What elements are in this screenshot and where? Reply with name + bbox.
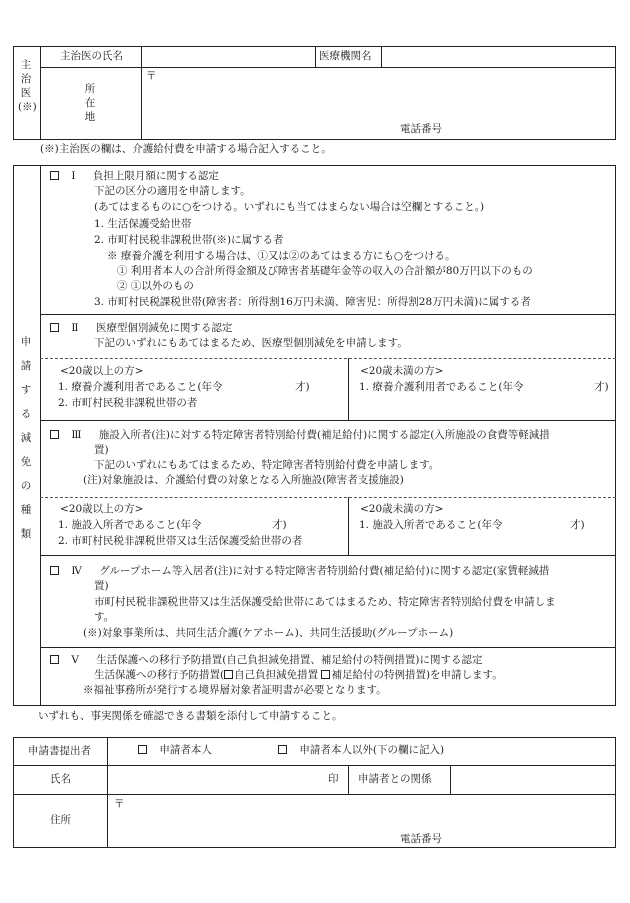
section-2-right-age-unit: 才) bbox=[594, 381, 609, 393]
section-3-left-age-field[interactable] bbox=[210, 518, 268, 532]
postal-mark: 〒 bbox=[146, 70, 157, 82]
submitter-self-checkbox[interactable] bbox=[138, 745, 147, 754]
section-1-line-2: (あてはまるものに○をつける。いずれにも当てはまらない場合は空欄とすること。) bbox=[94, 201, 485, 213]
facility-name-field[interactable] bbox=[383, 48, 614, 66]
section-3-left-item-1: 1. 施設入所者であること(年令 bbox=[58, 519, 202, 531]
section-5-header: Ⅴ 生活保護への移行予防措置(自己負担減免措置、補足給付の特例措置)に関する認定 bbox=[50, 654, 482, 667]
section-3-title-cont: 置) bbox=[94, 444, 109, 456]
submitter-address-field[interactable] bbox=[109, 796, 614, 846]
section-5-checkbox[interactable] bbox=[50, 655, 59, 664]
section-3-right-age-field[interactable] bbox=[505, 518, 567, 532]
section-3-left-item-2: 2. 市町村民税非課税世帯又は生活保護受給世帯の者 bbox=[58, 535, 303, 547]
section-2-checkbox[interactable] bbox=[50, 323, 59, 332]
section-2-left-age-unit: 才) bbox=[295, 381, 310, 393]
section-3-left-head: <20歳以上の方> bbox=[60, 503, 144, 515]
section-4-line-3: (※)対象事業所は、共同生活介護(ケアホーム)、共同生活援助(グループホーム) bbox=[83, 627, 454, 639]
reduction-side-label: 申請する減免の種類 bbox=[20, 336, 32, 540]
submitter-other-option: 申請者本人以外(下の欄に記入) bbox=[278, 744, 444, 757]
submitter-name-label: 氏名 bbox=[50, 773, 71, 785]
submitter-other-checkbox[interactable] bbox=[278, 745, 287, 754]
section-1-option-2: 2. 市町村民税非課税世帯(※)に属する者 bbox=[94, 234, 284, 246]
section-4-line-2: す。 bbox=[94, 611, 115, 623]
section-4-header: Ⅳ グループホーム等入居者(注)に対する特定障害者特別給付費(補足給付)に関する認定(家賃軽減措 bbox=[50, 565, 549, 578]
section-5-line-2: ※福祉事務所が発行する境界層対象者証明書が必要となります。 bbox=[83, 684, 387, 696]
doctor-address-field[interactable] bbox=[143, 69, 614, 138]
section-2-left-age-field[interactable] bbox=[236, 380, 291, 394]
section-3-right-item-1: 1. 施設入所者であること(年令 bbox=[359, 519, 503, 531]
submitter-self-option: 申請者本人 bbox=[138, 744, 212, 757]
section-4-title-cont: 置) bbox=[94, 580, 109, 592]
facility-label: 医療機関名 bbox=[319, 50, 372, 62]
section-1-header: Ⅰ 負担上限月額に関する認定 bbox=[50, 170, 219, 183]
section-2-header: Ⅱ 医療型個別減免に関する認定 bbox=[50, 322, 232, 335]
section-1-option-2-note: ※ 療養介護を利用する場合は、①又は②のあてはまる方にも○をつける。 bbox=[107, 250, 456, 262]
supplement-special-checkbox[interactable] bbox=[321, 670, 330, 679]
section-2-left-item-1: 1. 療養介護利用者であること(年令 bbox=[58, 381, 223, 393]
seal-mark: 印 bbox=[328, 773, 339, 785]
section-4-line-1: 市町村民税非課税世帯又は生活保護受給世帯にあてはまるため、特定障害者特別給付費を申請しま bbox=[94, 596, 556, 608]
section-1-checkbox[interactable] bbox=[50, 171, 59, 180]
section-1-option-1: 1. 生活保護受給世帯 bbox=[94, 218, 192, 230]
submitter-phone-label: 電話番号 bbox=[400, 833, 442, 845]
section-3-right-head: <20歳未満の方> bbox=[360, 503, 444, 515]
doctor-note: (※)主治医の欄は、介護給付費を申請する場合記入すること。 bbox=[40, 143, 332, 155]
submitter-name-field[interactable] bbox=[109, 767, 324, 792]
section-3-checkbox[interactable] bbox=[50, 430, 59, 439]
relation-field[interactable] bbox=[452, 767, 614, 792]
doctor-phone-label: 電話番号 bbox=[400, 123, 442, 135]
submitter-label: 申請書提出者 bbox=[28, 745, 91, 757]
doctor-name-label: 主治医の氏名 bbox=[60, 50, 123, 62]
section-3-header: Ⅲ 施設入所者(注)に対する特定障害者特別給付費(補足給付)に関する認定(入所施設の食費等軽減措 bbox=[50, 429, 550, 442]
section-1-option-2-sub-1: ① 利用者本人の合計所得金額及び障害者基礎年金等の収入の合計額が80万円以下のもの bbox=[117, 265, 533, 277]
relation-label: 申請者との関係 bbox=[358, 773, 432, 785]
submitter-postal-mark: 〒 bbox=[114, 798, 125, 810]
section-2-right-age-field[interactable] bbox=[525, 380, 590, 394]
section-1-option-3: 3. 市町村民税課税世帯(障害者：所得割16万円未満、障害児：所得割28万円未満)に属する者 bbox=[94, 296, 531, 308]
section-1-line-1: 下記の区分の適用を申請します。 bbox=[94, 185, 251, 197]
self-pay-exemption-checkbox[interactable] bbox=[224, 670, 233, 679]
doctor-name-field[interactable] bbox=[143, 48, 313, 66]
section-2-left-head: <20歳以上の方> bbox=[60, 365, 144, 377]
attach-note: いずれも、事実関係を確認できる書類を添付して申請すること。 bbox=[38, 710, 343, 722]
section-2-right-head: <20歳未満の方> bbox=[360, 365, 444, 377]
section-3-line-2: (注)対象施設は、介護給付費の対象となる入所施設(障害者支援施設) bbox=[83, 474, 404, 486]
section-5-line-1: 生活保護への移行予防措置( 自己負担減免措置 補足給付の特例措置)を申請します。 bbox=[94, 669, 503, 681]
section-2-left-item-2: 2. 市町村民税非課税世帯の者 bbox=[58, 397, 198, 409]
section-2-line-1: 下記のいずれにもあてはまるため、医療型個別減免を申請します。 bbox=[94, 337, 408, 349]
section-3-line-1: 下記のいずれにもあてはまるため、特定障害者特別給付費を申請します。 bbox=[94, 459, 440, 471]
section-3-right-age-unit: 才) bbox=[570, 519, 585, 531]
doctor-side-label: 主治医(※) bbox=[18, 59, 37, 113]
section-3-left-age-unit: 才) bbox=[272, 519, 287, 531]
submitter-address-label: 住所 bbox=[50, 814, 71, 826]
section-4-checkbox[interactable] bbox=[50, 566, 59, 575]
section-2-right-item-1: 1. 療養介護利用者であること(年令 bbox=[359, 381, 524, 393]
doctor-address-label: 所在地 bbox=[84, 83, 96, 123]
section-1-option-2-sub-2: ② ①以外のもの bbox=[117, 280, 194, 292]
